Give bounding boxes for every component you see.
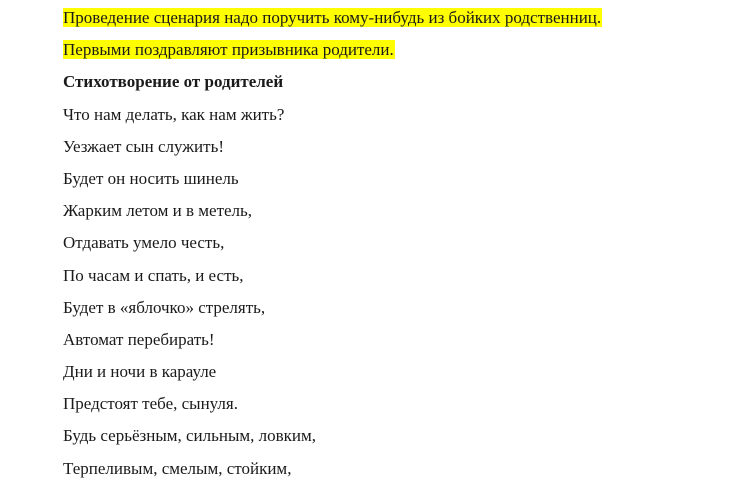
poem-line: Жарким летом и в метель, <box>63 201 253 221</box>
poem-line: Автомат перебирать! <box>63 329 215 349</box>
highlighted-text: Проведение сценария надо поручить кому-нибудь из бойких родственниц. <box>63 8 602 27</box>
poem-line: Отдавать умело честь, <box>63 233 225 253</box>
poem-line: Что нам делать, как нам жить? <box>63 104 285 124</box>
intro-line-1 <box>63 8 723 28</box>
poem-line: Уезжает сын служить! <box>63 136 224 156</box>
poem-line: Терпеливым, смелым, стойким, <box>63 458 292 478</box>
poem-line: Будь серьёзным, сильным, ловким, <box>63 426 317 446</box>
highlighted-text: Первыми поздравляют призывника родители. <box>63 40 394 60</box>
poem-line: Предстоят тебе, сынуля. <box>63 394 238 414</box>
poem-line: Будет он носить шинель <box>63 168 239 188</box>
poem-heading: Стихотворение от родителей <box>63 72 284 92</box>
poem-line: Дни и ночи в карауле <box>63 362 217 382</box>
intro-line-2 <box>63 40 723 60</box>
poem-line: Будет в «яблочко» стрелять, <box>63 297 266 317</box>
poem-line: По часам и спать, и есть, <box>63 265 244 285</box>
document-body <box>63 8 723 491</box>
